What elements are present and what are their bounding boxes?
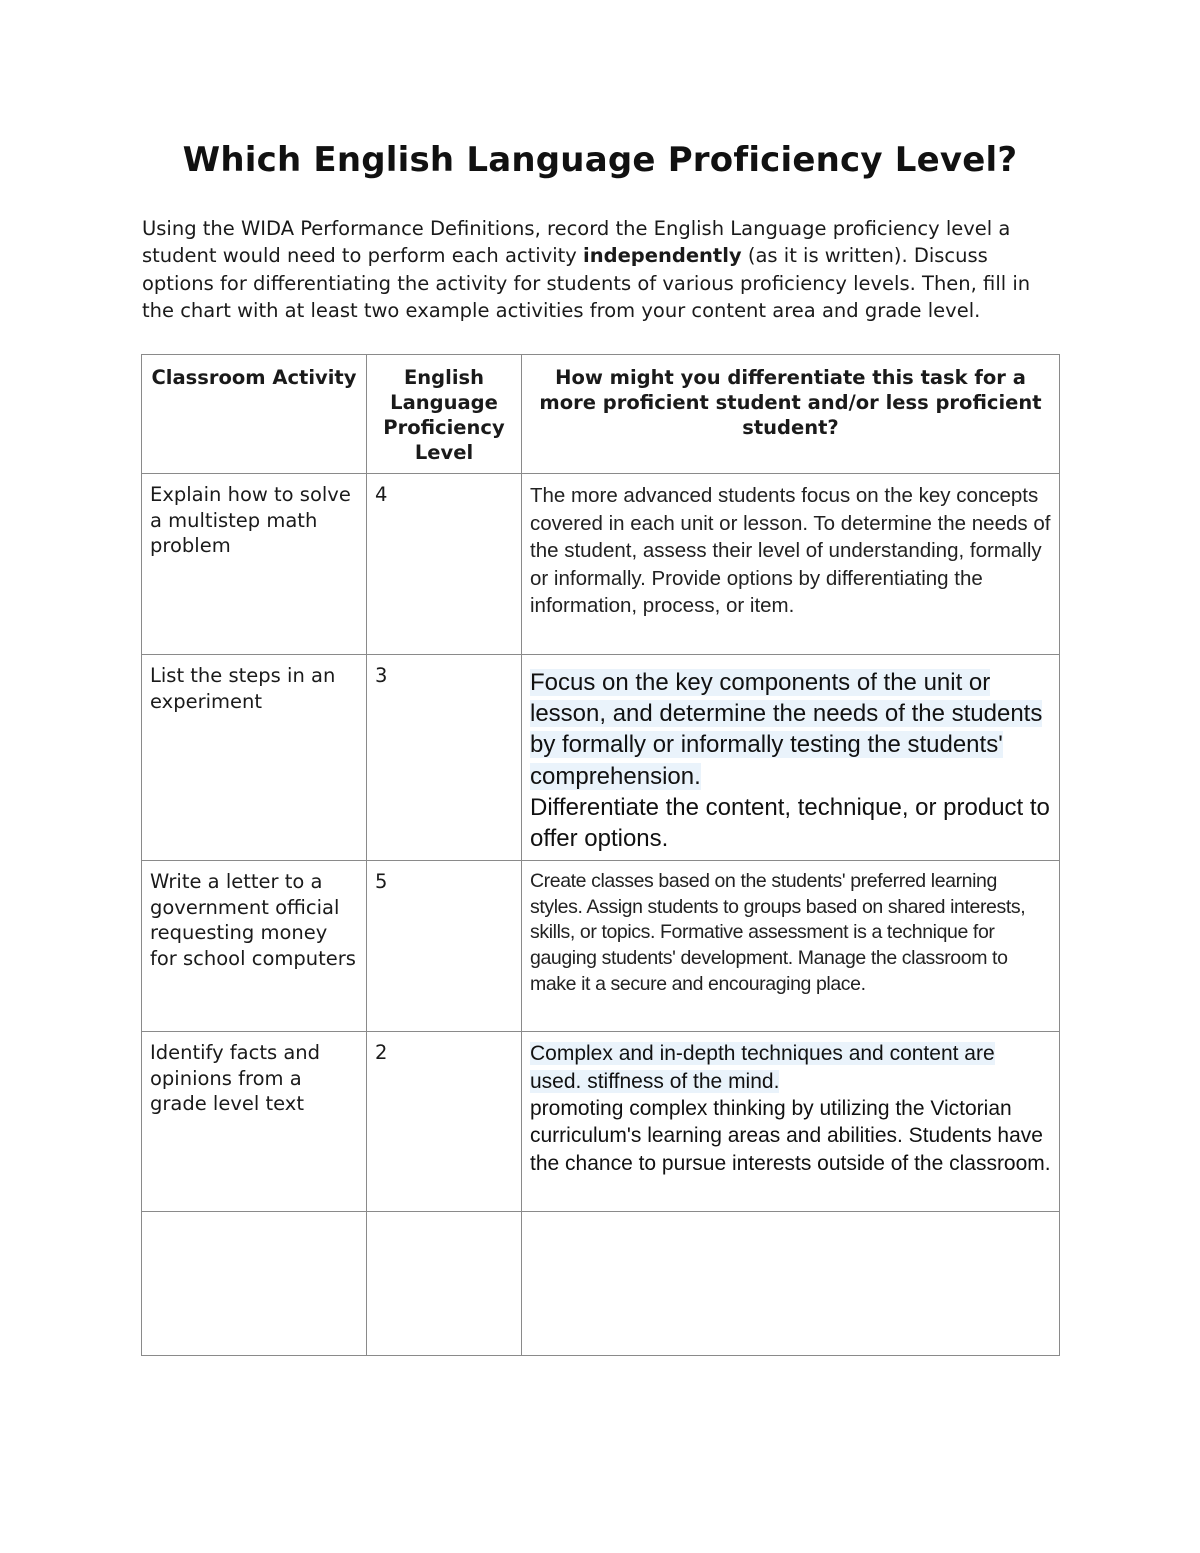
differentiation-cell: Create classes based on the students' preferred learning styles. Assign students to groups based on shared interests, skills, or topics. Formative assessment is a technique for gauging students' development. Manage the classroom to make it a secure and encouraging place. [522, 861, 1060, 1032]
header-classroom-activity: Classroom Activity [142, 355, 367, 474]
instructions-text-end: (as it is written). Discuss options for differentiating the activity for students of various proficiency levels. Then, fill in the chart with at least two example activities from your content area and grade level. [142, 244, 1031, 322]
instructions-text-start: Using the WIDA Performance Definitions, record the English Language proficiency level a student would need to perform each activity [142, 217, 1011, 268]
level-cell: 4 [367, 474, 522, 655]
instructions-emphasis: independently [583, 244, 742, 268]
instructions-paragraph [142, 215, 1047, 324]
activity-cell: Identify facts and opinions from a grade level text [142, 1032, 367, 1212]
activity-cell: List the steps in an experiment [142, 655, 367, 861]
activity-cell: Explain how to solve a multistep math problem [142, 474, 367, 655]
proficiency-table [141, 354, 1060, 1356]
differentiation-text: promoting complex thinking by utilizing the Victorian curriculum's learning areas and abilities. Students have the chance to pursue interests outside of the classroom. [530, 1097, 1051, 1175]
table-row [142, 861, 1060, 1032]
table-row-empty [142, 1212, 1060, 1356]
level-cell: 3 [367, 655, 522, 861]
header-proficiency-level: English Language Proficiency Level [367, 355, 522, 474]
table-row [142, 655, 1060, 861]
differentiation-highlighted-text: Focus on the key components of the unit or lesson, and determine the needs of the students by formally or informally testing the students' comprehension. [530, 669, 1043, 790]
differentiation-highlighted-text: Complex and in-depth techniques and content are used. stiffness of the mind. [530, 1042, 995, 1093]
differentiation-cell: The more advanced students focus on the key concepts covered in each unit or lesson. To determine the needs of the student, assess their level of understanding, formally or informally. Provide options by differentiating the information, process, or item. [522, 474, 1060, 655]
table-header-row [142, 355, 1060, 474]
differentiation-cell[interactable] [522, 1212, 1060, 1356]
level-cell[interactable] [367, 1212, 522, 1356]
page-title: Which English Language Proficiency Level? [182, 140, 1018, 180]
table-row [142, 474, 1060, 655]
level-cell: 2 [367, 1032, 522, 1212]
header-differentiation: How might you differentiate this task for a more proficient student and/or less proficient student? [522, 355, 1060, 474]
activity-cell[interactable] [142, 1212, 367, 1356]
level-cell: 5 [367, 861, 522, 1032]
activity-cell: Write a letter to a government official requesting money for school computers [142, 861, 367, 1032]
table-row [142, 1032, 1060, 1212]
differentiation-cell [522, 1032, 1060, 1212]
differentiation-text: Differentiate the content, technique, or product to offer options. [530, 793, 1050, 853]
differentiation-cell [522, 655, 1060, 861]
